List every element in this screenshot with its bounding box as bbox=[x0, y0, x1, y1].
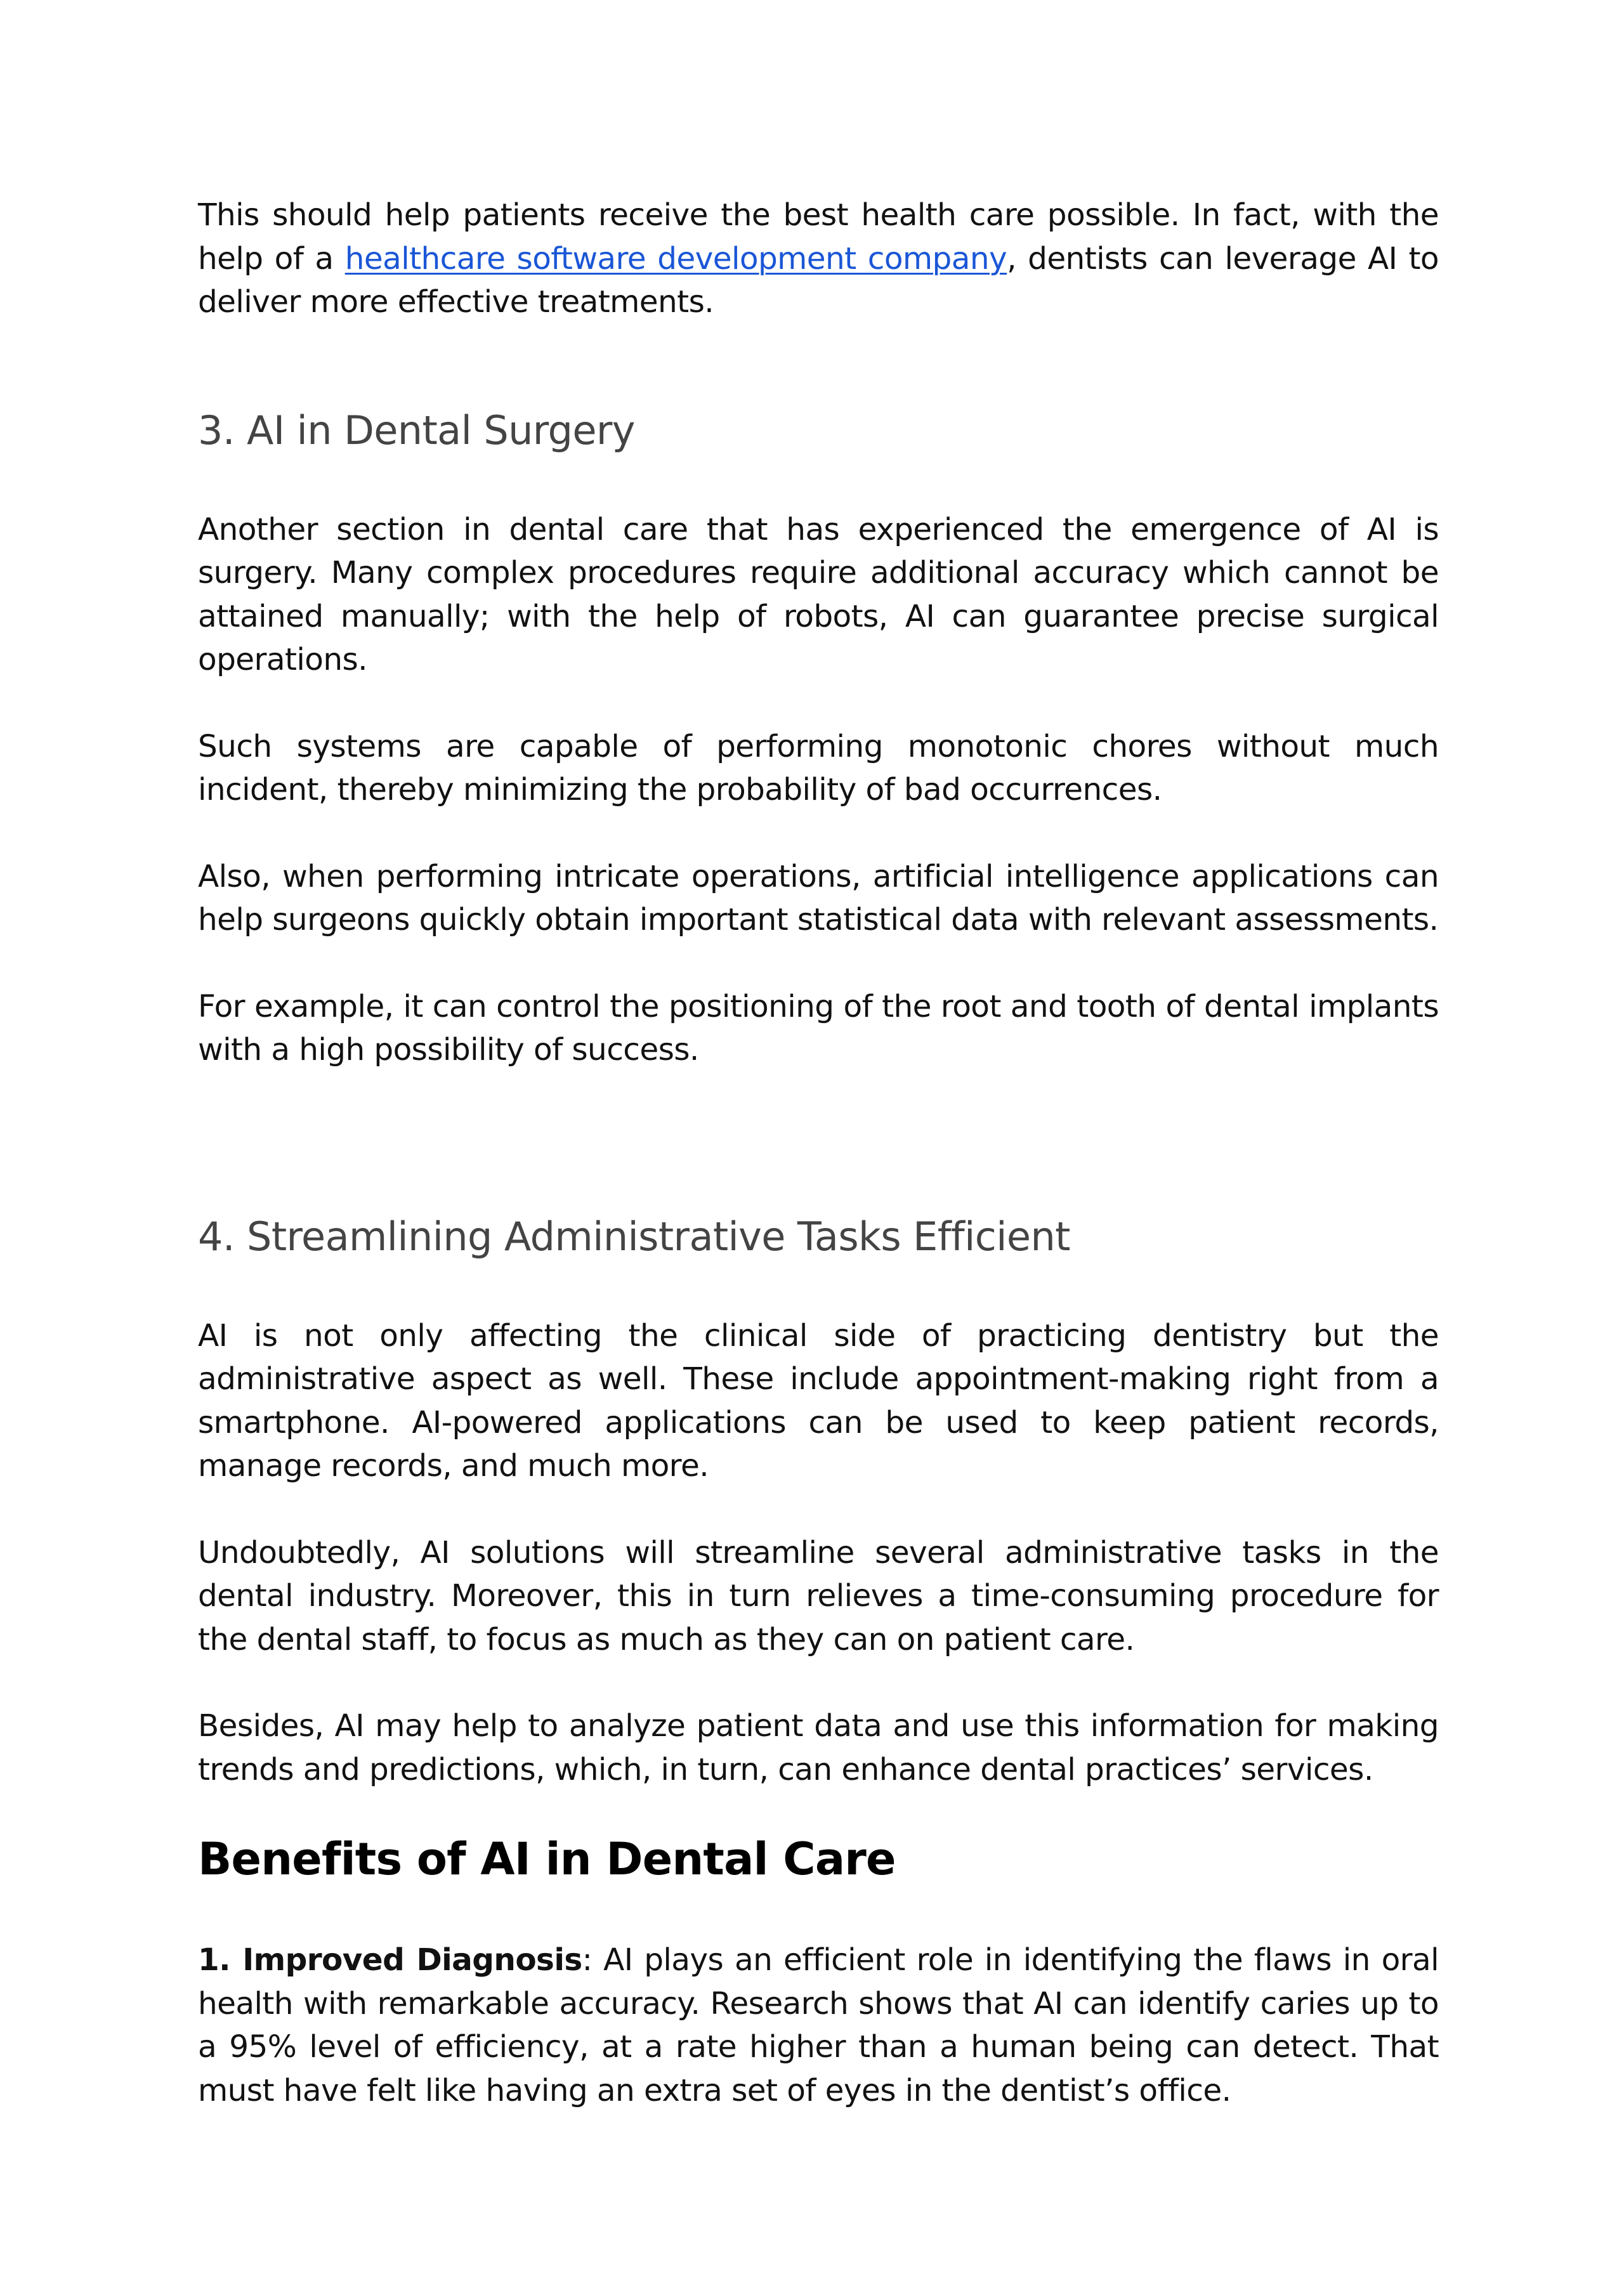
healthcare-software-link[interactable]: healthcare software development company bbox=[344, 240, 1007, 277]
benefit-item-1-text: : AI plays an efficient role in identifying the flaws in oral health with remarkable accuracy. Research shows that AI can identify caries up to a 95% level of efficiency, at a rate higher than a human being can detect. That must have felt like having an extra set of eyes in the dentist’s office. bbox=[198, 1942, 1439, 2108]
section-3-paragraph-4: For example, it can control the positioning of the root and tooth of dental implants with a high possibility of success. bbox=[198, 988, 1439, 1068]
section-3-paragraph-2: Such systems are capable of performing monotonic chores without much incident, thereby minimizing the probability of bad occurrences. bbox=[198, 728, 1439, 807]
benefit-item-1 bbox=[198, 1938, 1439, 2112]
section-3-paragraph-3: Also, when performing intricate operations, artificial intelligence applications can help surgeons quickly obtain important statistical data with relevant assessments. bbox=[198, 858, 1439, 937]
benefit-item-1-title: 1. Improved Diagnosis bbox=[198, 1942, 582, 1978]
intro-text-after: , dentists can leverage AI to deliver more effective treatments. bbox=[198, 240, 1439, 320]
section-3-heading: 3. AI in Dental Surgery bbox=[198, 407, 635, 454]
intro-text-before: This should help patients receive the best health care possible. In fact, with the help of a bbox=[198, 197, 1439, 277]
benefits-heading: Benefits of AI in Dental Care bbox=[198, 1833, 896, 1885]
intro-paragraph bbox=[198, 193, 1439, 324]
section-4-heading: 4. Streamlining Administrative Tasks Efficient bbox=[198, 1213, 1070, 1260]
section-4-paragraph-1: AI is not only affecting the clinical side of practicing dentistry but the administrative aspect as well. These include appointment-making right from a smartphone. AI-powered applications can be used to keep patient records, manage records, and much more. bbox=[198, 1317, 1439, 1484]
document-page bbox=[198, 193, 1439, 2155]
section-4-paragraph-3: Besides, AI may help to analyze patient data and use this information for making trends and predictions, which, in turn, can enhance dental practices’ services. bbox=[198, 1708, 1439, 1787]
section-4-paragraph-2: Undoubtedly, AI solutions will streamline several administrative tasks in the dental industry. Moreover, this in turn relieves a time-consuming procedure for the dental staff, to focus as much as they can on patient care. bbox=[198, 1534, 1439, 1657]
section-3-paragraph-1: Another section in dental care that has experienced the emergence of AI is surgery. Many complex procedures require additional accuracy which cannot be attained manually; with the help of robots, AI can guarantee precise surgical operations. bbox=[198, 511, 1439, 677]
